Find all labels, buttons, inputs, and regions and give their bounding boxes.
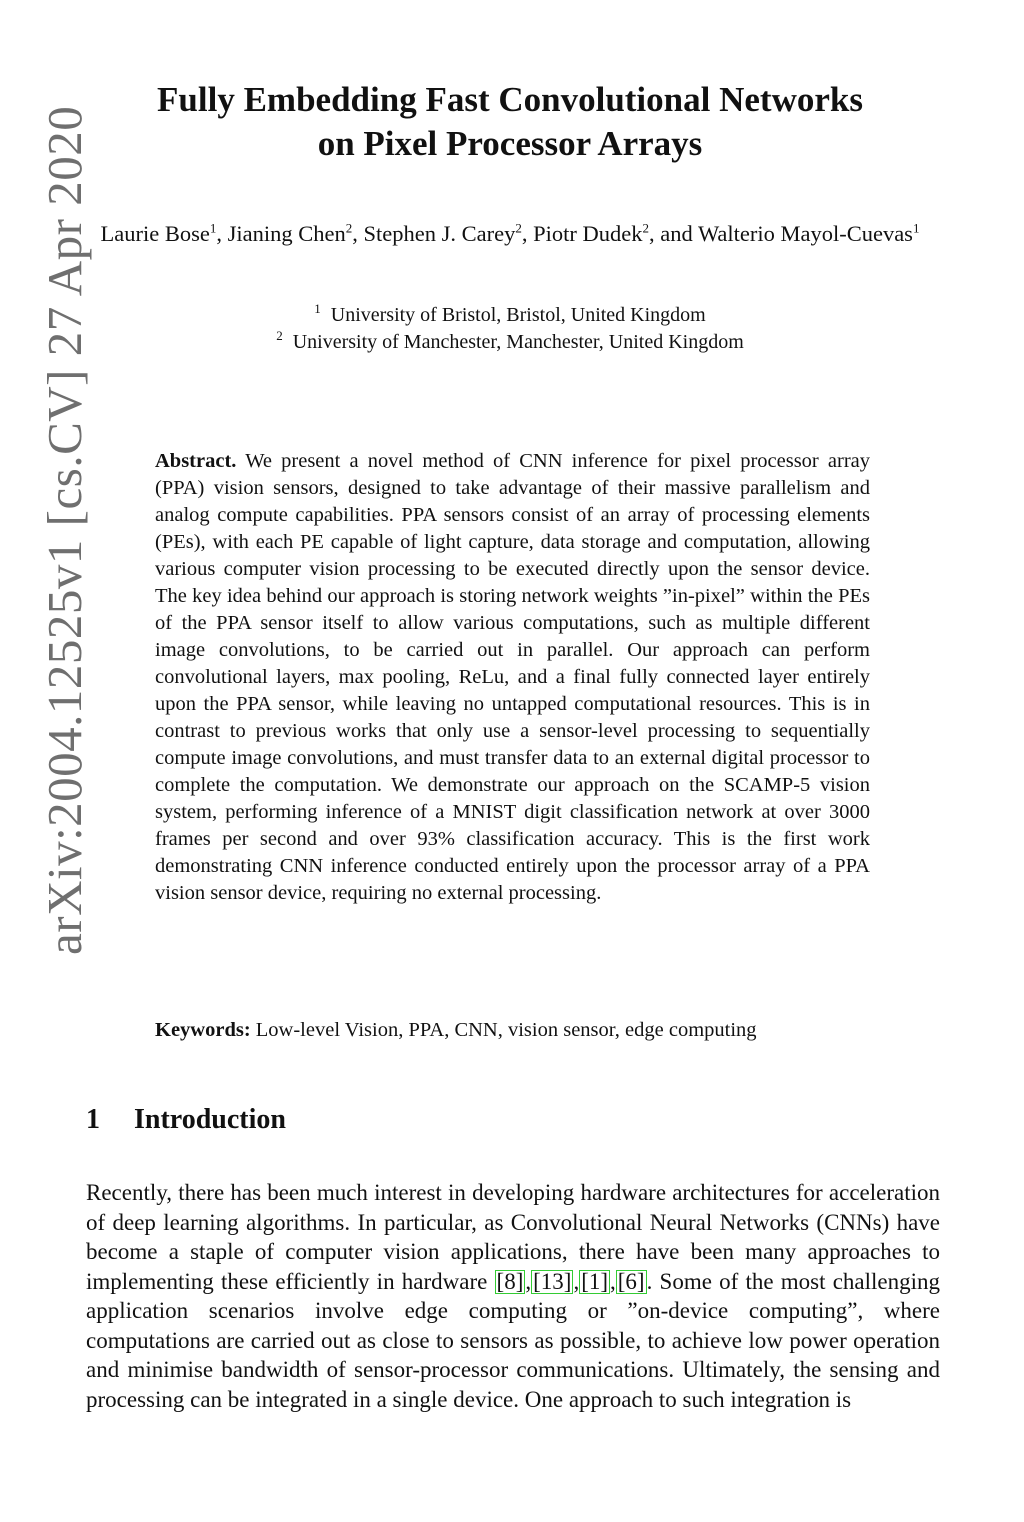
intro-text-part-2: . Some of the most challenging application scenarios involve edge computing or ”on-device computing”, where computations are carried out as close to sensors as possible, to achieve low power operation and minimise bandwidth of sensor-processor communications. Ultimately, the sensing and processing can be integrated in a single device. One approach to such integration is bbox=[86, 1268, 940, 1412]
intro-paragraph: Recently, there has been much interest in developing hardware architectures for acceleration of deep learning algorithms. In particular, as Convolutional Neural Networks (CNNs) have become a staple of computer vision applications, there have been many approaches to implementing these efficiently in hardware [8],[13],[1],[6]. Some of the most challenging application scenarios involve edge computing or ”on-device computing”, where computations are carried out as close to sensors as possible, to achieve low power operation and minimise bandwidth of sensor-processor communications. Ultimately, the sensing and processing can be integrated in a single device. One approach to such integration is bbox=[86, 1180, 940, 1412]
section-number: 1 bbox=[86, 1104, 100, 1135]
author-list: Laurie Bose$^1$, Jianing Chen$^2$, Stephen J. Carey$^2$, Piotr Dudek$^2$, and Walterio Mayol-Cuevas$^1$ bbox=[100, 220, 920, 246]
intro-text-part-1: Recently, there has been much interest in developing hardware architectures for acceleration of deep learning algorithms. In particular, as Convolutional Neural Networks (CNNs) have become a staple of computer vision applications, there have been many approaches to implementing these efficiently in hardware bbox=[86, 1180, 940, 1294]
author: Walterio Mayol-Cuevas$^1$ bbox=[697, 220, 920, 246]
author-affil-mark: 1 bbox=[912, 220, 920, 236]
author-affil-mark: 2 bbox=[345, 220, 353, 236]
author: Jianing Chen$^2$ bbox=[227, 220, 353, 246]
paper-title-line-2: on Pixel Processor Arrays bbox=[317, 124, 703, 163]
author-affil-mark: 1 bbox=[209, 220, 217, 236]
affiliation: $^2$ University of Manchester, Manchester, United Kingdom bbox=[276, 328, 744, 353]
keywords-text: Low-level Vision, PPA, CNN, vision sensor, edge computing bbox=[255, 1019, 757, 1041]
section-title: Introduction bbox=[134, 1104, 286, 1135]
author-affil-mark: 2 bbox=[515, 220, 522, 236]
section-heading bbox=[86, 1100, 286, 1140]
keywords bbox=[155, 1017, 870, 1044]
keywords-label: Keywords: bbox=[155, 1019, 251, 1041]
author-affil-mark: 2 bbox=[642, 220, 649, 236]
citation-link[interactable]: [6] bbox=[617, 1268, 645, 1294]
arxiv-stamp-text: arXiv:2004.12525v1 [cs.CV] 27 Apr 2020 bbox=[37, 105, 92, 955]
citation-link[interactable]: [13] bbox=[533, 1268, 572, 1294]
affiliation: $^1$ University of Bristol, Bristol, United Kingdom bbox=[314, 301, 706, 326]
affiliation-list bbox=[80, 302, 940, 356]
citation-link[interactable]: [8] bbox=[496, 1268, 524, 1294]
abstract-text: We present a novel method of CNN inference for pixel processor array (PPA) vision sensors, designed to take advantage of their massive parallelism and analog compute capabilities. PPA sensors consist of an array of processing elements (PEs), with each PE capable of light capture, data storage and computation, allowing various computer vision processing to be executed directly upon the sensor device. The key idea behind our approach is storing network weights ”in-pixel” within the PEs of the PPA sensor itself to allow various computations, such as multiple different image convolutions, to be carried out in parallel. Our approach can perform convolutional layers, max pooling, ReLu, and a final fully connected layer entirely upon the PPA sensor, while leaving no untapped computational resources. This is in contrast to previous works that only use a sensor-level processing to sequentially compute image convolutions, and must transfer data to an external digital processor to complete the computation. We demonstrate our approach on the SCAMP-5 vision system, performing inference of a MNIST digit classification network at over 3000 frames per second and over 93% classification accuracy. This is the first work demonstrating CNN inference conducted entirely upon the processor array of a PPA vision sensor device, requiring no external processing. bbox=[155, 450, 870, 904]
author: Piotr Dudek$^2$ bbox=[533, 220, 649, 246]
author: Laurie Bose$^1$ bbox=[100, 220, 217, 246]
abstract-label: Abstract. bbox=[155, 450, 237, 472]
abstract bbox=[155, 448, 870, 907]
author: Stephen J. Carey$^2$ bbox=[363, 220, 522, 246]
paper-title bbox=[80, 78, 940, 166]
paper-title-line-1: Fully Embedding Fast Convolutional Networks bbox=[157, 80, 863, 119]
citation-link[interactable]: [1] bbox=[581, 1268, 609, 1294]
